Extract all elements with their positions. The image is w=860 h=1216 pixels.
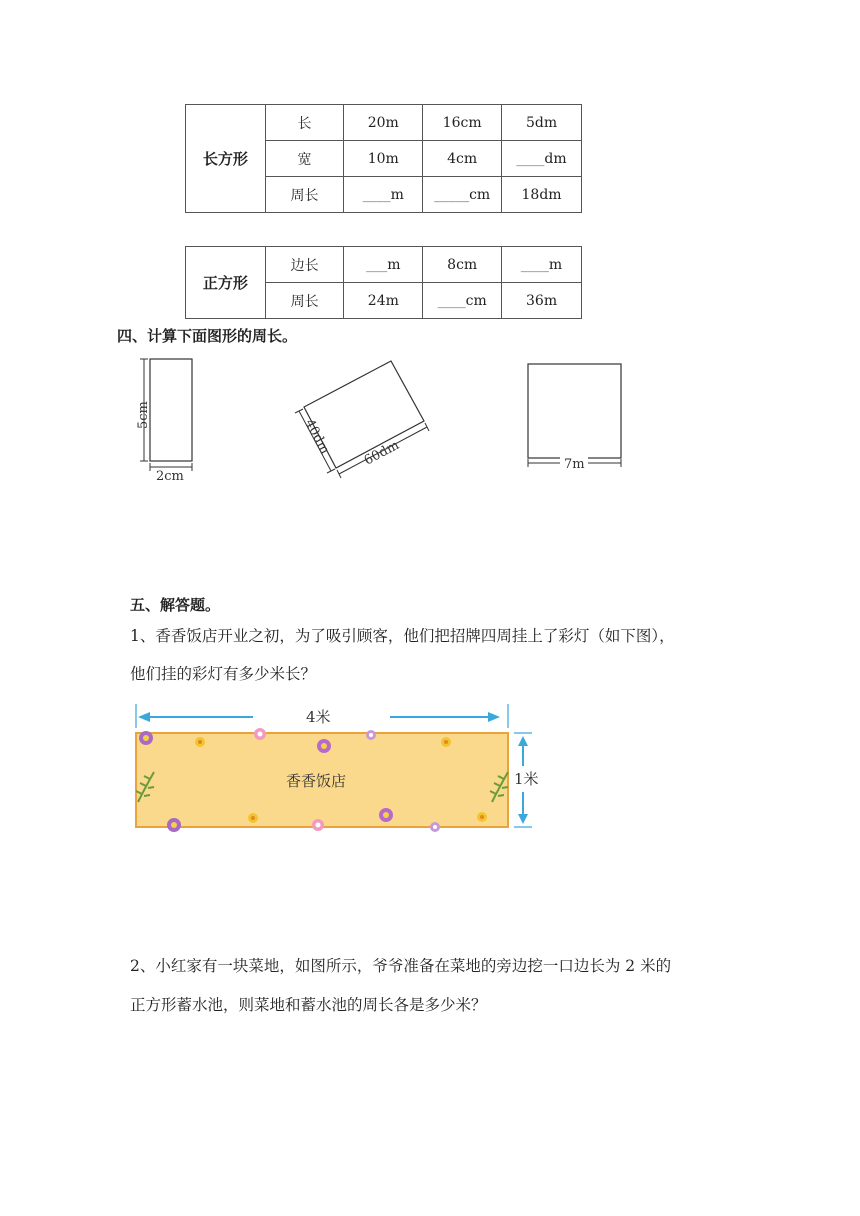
figure-rectangle-60x40	[290, 350, 440, 480]
fig1-width-label: 2cm	[156, 469, 184, 484]
signboard-illustration	[128, 700, 548, 840]
fill-in-blank[interactable]: ___	[366, 256, 388, 273]
table-cell: 20m	[344, 105, 423, 141]
sign-width-label: 4米	[306, 708, 331, 726]
table-cell: 8cm	[423, 247, 502, 283]
table-row-name: 长	[265, 105, 344, 141]
sign-restaurant-name: 香香饭店	[286, 772, 347, 790]
unit-label: cm	[465, 292, 487, 309]
table-cell	[423, 177, 502, 213]
question-2-line-1: 2、小红家有一块菜地，如图所示，爷爷准备在菜地的旁边挖一口边长为 2 米的	[130, 957, 672, 975]
question-1-line-2: 他们挂的彩灯有多少米长？	[130, 665, 317, 683]
sign-height-label: 1米	[514, 770, 539, 788]
table-row	[186, 247, 582, 283]
unit-label: dm	[544, 150, 567, 167]
fig2-long-label: 60dm	[361, 437, 402, 469]
section-5-title: 五、解答题。	[130, 596, 221, 614]
table-row-name: 宽	[265, 141, 344, 177]
unit-label: m	[390, 186, 404, 203]
square-table	[185, 246, 582, 319]
table-shape-label: 正方形	[186, 247, 266, 319]
table-row-name: 边长	[265, 247, 344, 283]
figure-rectangle-5x2	[130, 350, 210, 485]
table-cell	[502, 141, 582, 177]
table-shape-label: 长方形	[186, 105, 266, 213]
question-2-line-2: 正方形蓄水池，则菜地和蓄水池的周长各是多少米？	[130, 996, 487, 1014]
table-row	[186, 105, 582, 141]
fig1-height-label: 5cm	[136, 401, 151, 429]
unit-label: m	[387, 256, 401, 273]
section-4-title: 四、计算下面图形的周长。	[117, 327, 298, 345]
fill-in-blank[interactable]: ____	[516, 150, 545, 167]
fig2-side-label: 40dm	[301, 416, 333, 457]
unit-label: m	[548, 256, 563, 273]
fill-in-blank[interactable]: ____	[520, 256, 549, 273]
question-1-line-1: 1、香香饭店开业之初，为了吸引顾客，他们把招牌四周挂上了彩灯（如下图），	[130, 627, 675, 645]
table-row-name: 周长	[265, 177, 344, 213]
fig3-side-label: 7m	[564, 457, 585, 472]
table-cell: 10m	[344, 141, 423, 177]
table-cell	[344, 177, 423, 213]
unit-label: cm	[469, 186, 491, 203]
table-cell	[502, 247, 582, 283]
fill-in-blank[interactable]: ____	[437, 292, 466, 309]
table-cell	[423, 283, 502, 319]
table-cell: 24m	[344, 283, 423, 319]
fill-in-blank[interactable]: _____	[434, 186, 470, 203]
figure-square-7m	[520, 355, 630, 475]
rectangle-table	[185, 104, 582, 213]
table-cell	[344, 247, 423, 283]
table-cell: 4cm	[423, 141, 502, 177]
table-cell: 36m	[502, 283, 582, 319]
table-cell: 5dm	[502, 105, 582, 141]
table-cell: 16cm	[423, 105, 502, 141]
table-cell: 18dm	[502, 177, 582, 213]
table-row-name: 周长	[265, 283, 344, 319]
fill-in-blank[interactable]: ____	[362, 186, 391, 203]
